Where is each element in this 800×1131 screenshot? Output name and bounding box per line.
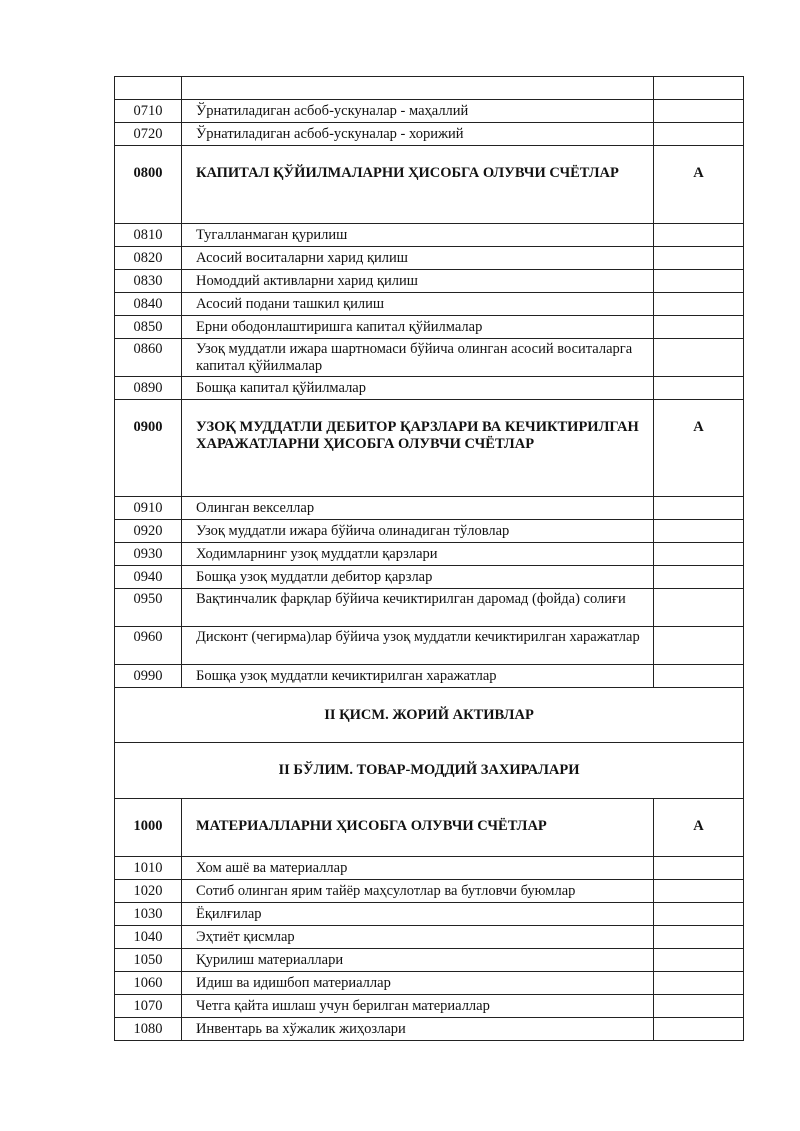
group-title: МАТЕРИАЛЛАРНИ ҲИСОБГА ОЛУВЧИ СЧЁТЛАР [182,799,654,857]
table-row [115,857,744,880]
account-type [654,857,744,880]
account-type [654,123,744,146]
table-row [115,316,744,339]
account-name: Бошқа узоқ муддатли дебитор қарзлар [182,566,654,589]
account-code: 1080 [115,1018,182,1041]
part-heading: II ҚИСМ. ЖОРИЙ АКТИВЛАР [115,688,744,743]
table-row [115,589,744,627]
table-row [115,972,744,995]
group-title: УЗОҚ МУДДАТЛИ ДЕБИТОР ҚАРЗЛАРИ ВА КЕЧИКТИРИЛГАН ХАРАЖАТЛАРНИ ҲИСОБГА ОЛУВЧИ СЧЁТЛАР [182,400,654,497]
account-code: 1040 [115,926,182,949]
account-type [654,316,744,339]
account-code: 0910 [115,497,182,520]
account-code: 1030 [115,903,182,926]
account-name: Номоддий активларни харид қилиш [182,270,654,293]
account-name: Узоқ муддатли ижара шартномаси бўйича олинган асосий воситаларга капитал қўйилмалар [182,339,654,377]
account-type [654,665,744,688]
account-name: Асосий воситаларни харид қилиш [182,247,654,270]
account-code: 1070 [115,995,182,1018]
table-row [115,880,744,903]
account-code: 0950 [115,589,182,627]
table-row [115,1018,744,1041]
table-row [115,949,744,972]
account-code: 0930 [115,543,182,566]
account-name: Ходимларнинг узоқ муддатли қарзлари [182,543,654,566]
group-type: А [654,400,744,497]
account-name: Тугалланмаган қурилиш [182,224,654,247]
account-name: Олинган векселлар [182,497,654,520]
account-type [654,1018,744,1041]
table-row [115,665,744,688]
account-code: 0940 [115,566,182,589]
account-code: 0960 [115,627,182,665]
account-type [654,903,744,926]
accounts-table [114,76,744,1041]
account-name: Ерни ободонлаштиришга капитал қўйилмалар [182,316,654,339]
account-type [654,339,744,377]
account-type [654,377,744,400]
account-type [654,247,744,270]
account-name: Сотиб олинган ярим тайёр маҳсулотлар ва бутловчи буюмлар [182,880,654,903]
table-row [115,77,744,100]
table-row [115,543,744,566]
table-row [115,627,744,665]
account-name: Қурилиш материаллари [182,949,654,972]
account-name: Ўрнатиладиган асбоб-ускуналар - маҳаллий [182,100,654,123]
group-code: 0800 [115,146,182,224]
account-type [654,520,744,543]
account-type [654,293,744,316]
account-name: Бошқа капитал қўйилмалар [182,377,654,400]
group-type: А [654,146,744,224]
account-name [182,77,654,100]
account-code: 1010 [115,857,182,880]
table-row [115,903,744,926]
account-name: Бошқа узоқ муддатли кечиктирилган харажатлар [182,665,654,688]
group-title: КАПИТАЛ ҚЎЙИЛМАЛАРНИ ҲИСОБГА ОЛУВЧИ СЧЁТЛАР [182,146,654,224]
account-code: 0720 [115,123,182,146]
account-code: 0710 [115,100,182,123]
account-code: 1020 [115,880,182,903]
account-type [654,880,744,903]
section-heading: II БЎЛИМ. ТОВАР-МОДДИЙ ЗАХИРАЛАРИ [115,743,744,799]
table-row [115,339,744,377]
account-name: Идиш ва идишбоп материаллар [182,972,654,995]
account-code: 0830 [115,270,182,293]
account-name: Узоқ муддатли ижара бўйича олинадиган тўловлар [182,520,654,543]
account-code: 0820 [115,247,182,270]
group-code: 0900 [115,400,182,497]
account-name: Ёқилғилар [182,903,654,926]
table-row [115,497,744,520]
table-row [115,270,744,293]
group-code: 1000 [115,799,182,857]
account-code: 0840 [115,293,182,316]
part-heading-row [115,688,744,743]
account-name: Эҳтиёт қисмлар [182,926,654,949]
table-row [115,100,744,123]
account-group-row [115,146,744,224]
account-name: Хом ашё ва материаллар [182,857,654,880]
account-type [654,566,744,589]
account-type [654,589,744,627]
account-type [654,497,744,520]
table-row [115,377,744,400]
account-name: Вақтинчалик фарқлар бўйича кечиктирилган даромад (фойда) солиғи [182,589,654,627]
account-code: 0990 [115,665,182,688]
account-code: 0860 [115,339,182,377]
account-code: 0920 [115,520,182,543]
table-row [115,293,744,316]
account-code [115,77,182,100]
table-row [115,123,744,146]
account-type [654,972,744,995]
account-name: Инвентарь ва хўжалик жиҳозлари [182,1018,654,1041]
table-row [115,520,744,543]
account-type [654,995,744,1018]
account-code: 0890 [115,377,182,400]
group-type: А [654,799,744,857]
table-row [115,566,744,589]
table-row [115,926,744,949]
account-name: Асосий подани ташкил қилиш [182,293,654,316]
account-code: 1050 [115,949,182,972]
account-type [654,270,744,293]
account-type [654,627,744,665]
account-type [654,100,744,123]
account-name: Дисконт (чегирма)лар бўйича узоқ муддатли кечиктирилган харажатлар [182,627,654,665]
account-type [654,926,744,949]
account-group-row [115,799,744,857]
account-code: 1060 [115,972,182,995]
account-code: 0810 [115,224,182,247]
table-row [115,224,744,247]
section-heading-row [115,743,744,799]
account-group-row [115,400,744,497]
account-name: Ўрнатиладиган асбоб-ускуналар - хорижий [182,123,654,146]
table-row [115,247,744,270]
account-code: 0850 [115,316,182,339]
account-type [654,949,744,972]
account-type [654,77,744,100]
account-type [654,224,744,247]
table-row [115,995,744,1018]
account-name: Четга қайта ишлаш учун берилган материаллар [182,995,654,1018]
account-type [654,543,744,566]
